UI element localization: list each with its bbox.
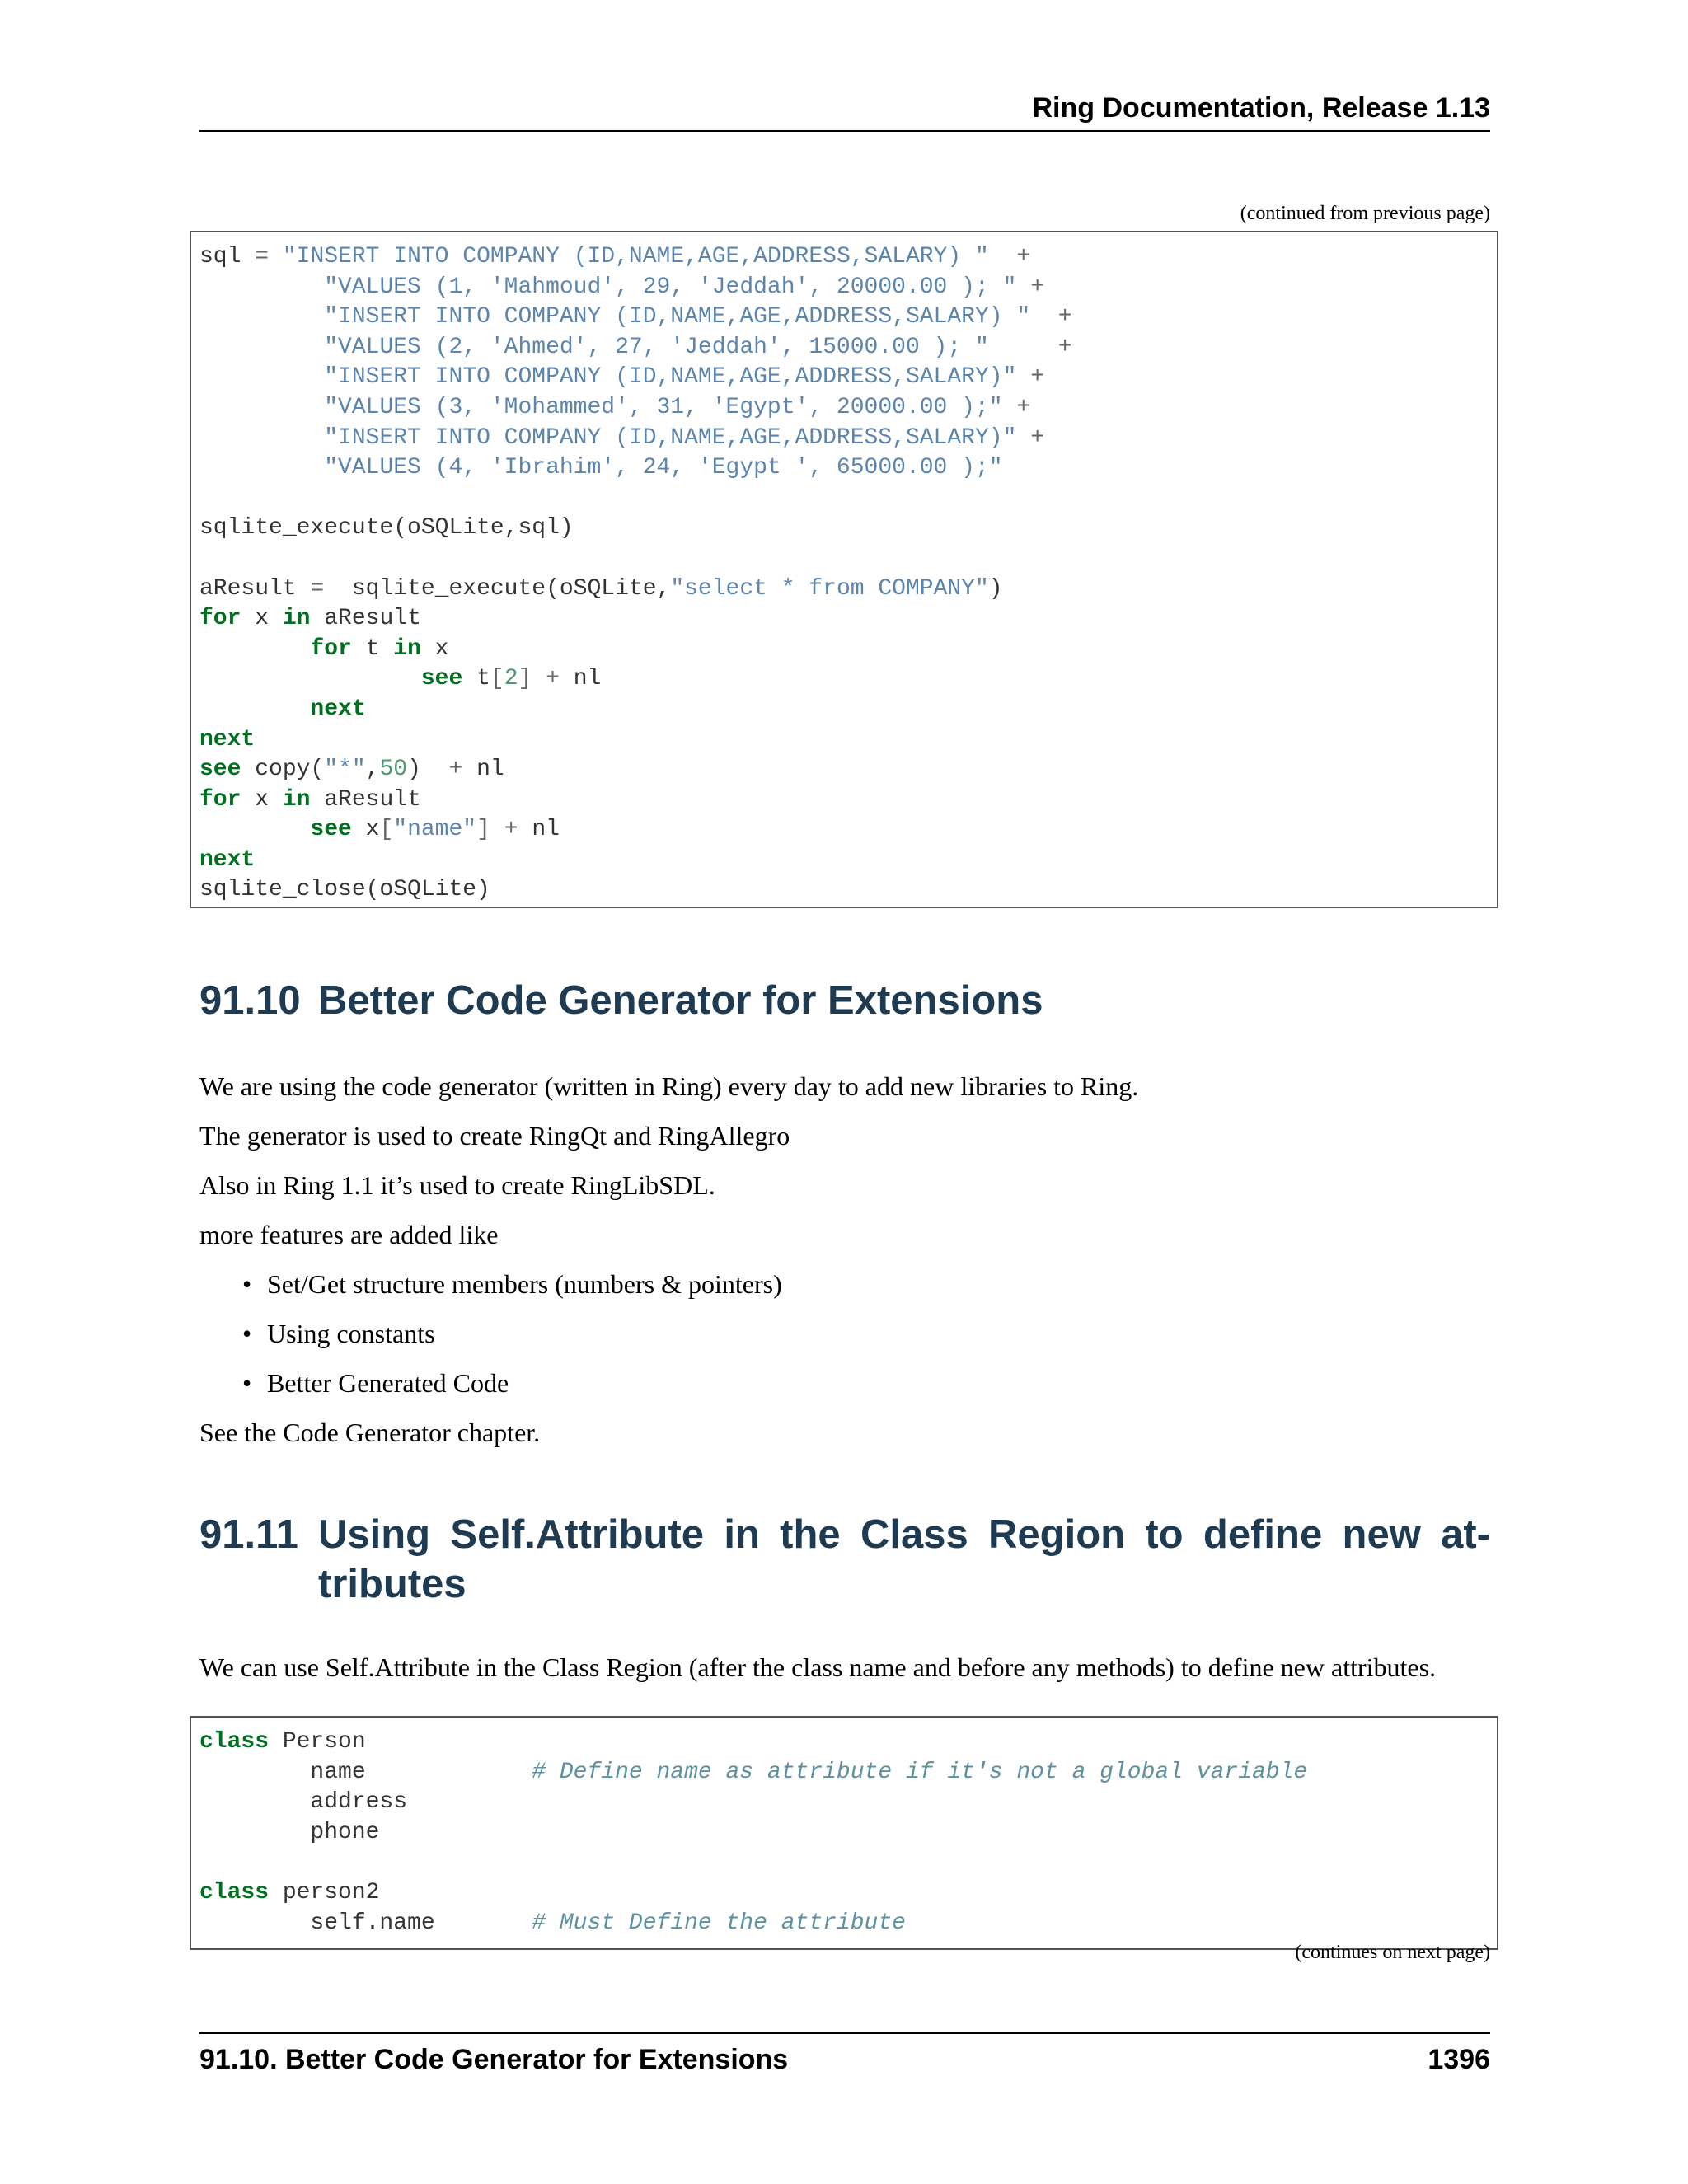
- section-title: Better Code Generator for Extensions: [318, 978, 1043, 1023]
- code-line: next: [199, 726, 256, 752]
- footer-divider: [199, 2032, 1490, 2034]
- list-item-text: Using constants: [267, 1319, 435, 1348]
- code-line: self.name # Must Define the attribute: [199, 1910, 906, 1936]
- header-title: Ring Documentation, Release 1.13: [1032, 92, 1490, 124]
- paragraph: Also in Ring 1.1 it’s used to create RingLibSDL.: [199, 1170, 715, 1200]
- code-line: sqlite_execute(oSQLite,sql): [199, 515, 574, 541]
- code-line: [199, 544, 1489, 574]
- header-divider: [199, 130, 1490, 132]
- bullet-icon: •: [242, 1269, 252, 1299]
- list-item: [242, 1268, 782, 1301]
- code-line: [199, 1848, 1489, 1878]
- list-item: [242, 1366, 509, 1399]
- code-line: class person2: [199, 1879, 380, 1905]
- code-line: next: [199, 846, 256, 873]
- section-number: 91.10: [199, 978, 301, 1023]
- code-line: see x["name"] + nl: [310, 817, 560, 843]
- code-line: for x in aResult: [199, 606, 421, 632]
- code-line: phone: [199, 1819, 380, 1845]
- code-line: next: [310, 696, 366, 722]
- list-item: [242, 1317, 435, 1350]
- section-heading-91-10: [199, 976, 1490, 1025]
- code-line: "VALUES (2, 'Ahmed', 27, 'Jeddah', 15000.00 ); " +: [324, 334, 1072, 360]
- code-line: "INSERT INTO COMPANY (ID,NAME,AGE,ADDRESS,SALARY) " +: [324, 304, 1072, 330]
- code-line: "VALUES (4, 'Ibrahim', 24, 'Egypt ', 65000.00 );": [324, 455, 1003, 481]
- code-line: for x in aResult: [199, 786, 421, 813]
- code-line: see copy("*",50) + nl: [199, 757, 504, 783]
- section-heading-91-11-continued: tributes: [318, 1562, 467, 1606]
- code-line: name # Define name as attribute if it's not a global variable: [199, 1759, 1308, 1785]
- paragraph: We are using the code generator (written in Ring) every day to add new libraries to Ring.: [199, 1071, 1139, 1101]
- paragraph: The generator is used to create RingQt and RingAllegro: [199, 1121, 790, 1151]
- continued-from-note: (continued from previous page): [1240, 203, 1490, 224]
- page-number: 1396: [1428, 2044, 1490, 2075]
- code-line: for t in x: [310, 635, 449, 662]
- code-line: aResult = sqlite_execute(oSQLite,"select * from COMPANY"): [199, 575, 1003, 602]
- section-title: Using Self.Attribute in the Class Region to define new at-: [318, 1512, 1490, 1557]
- section-heading-91-11: [199, 1510, 1490, 1559]
- list-item-text: Set/Get structure members (numbers & pointers): [267, 1269, 782, 1299]
- footer-section: 91.10. Better Code Generator for Extensions: [199, 2044, 789, 2075]
- code-line: class Person: [199, 1729, 366, 1755]
- list-item-text: Better Generated Code: [267, 1368, 509, 1398]
- code-line: address: [199, 1789, 408, 1816]
- bullet-icon: •: [242, 1319, 252, 1348]
- code-line: sql = "INSERT INTO COMPANY (ID,NAME,AGE,ADDRESS,SALARY) " +: [199, 244, 1031, 269]
- code-line: "INSERT INTO COMPANY (ID,NAME,AGE,ADDRESS,SALARY)" +: [324, 424, 1044, 451]
- paragraph: We can use Self.Attribute in the Class Region (after the class name and before any methods) to define new attributes.: [199, 1652, 1437, 1682]
- code-line: "VALUES (3, 'Mohammed', 31, 'Egypt', 20000.00 );" +: [324, 394, 1031, 420]
- paragraph: more features are added like: [199, 1220, 499, 1249]
- code-line: sqlite_close(oSQLite): [199, 877, 490, 903]
- section-number: 91.11: [199, 1512, 298, 1557]
- bullet-icon: •: [242, 1368, 252, 1398]
- continues-on-note: (continues on next page): [1295, 1942, 1490, 1963]
- code-line: [199, 484, 1489, 514]
- code-line: see t[2] + nl: [420, 666, 602, 692]
- code-block-class[interactable]: [190, 1716, 1498, 1950]
- code-block-sql[interactable]: [190, 231, 1498, 908]
- paragraph: See the Code Generator chapter.: [199, 1418, 541, 1447]
- code-line: "INSERT INTO COMPANY (ID,NAME,AGE,ADDRESS,SALARY)" +: [324, 364, 1044, 391]
- code-line: "VALUES (1, 'Mahmoud', 29, 'Jeddah', 20000.00 ); " +: [324, 274, 1044, 300]
